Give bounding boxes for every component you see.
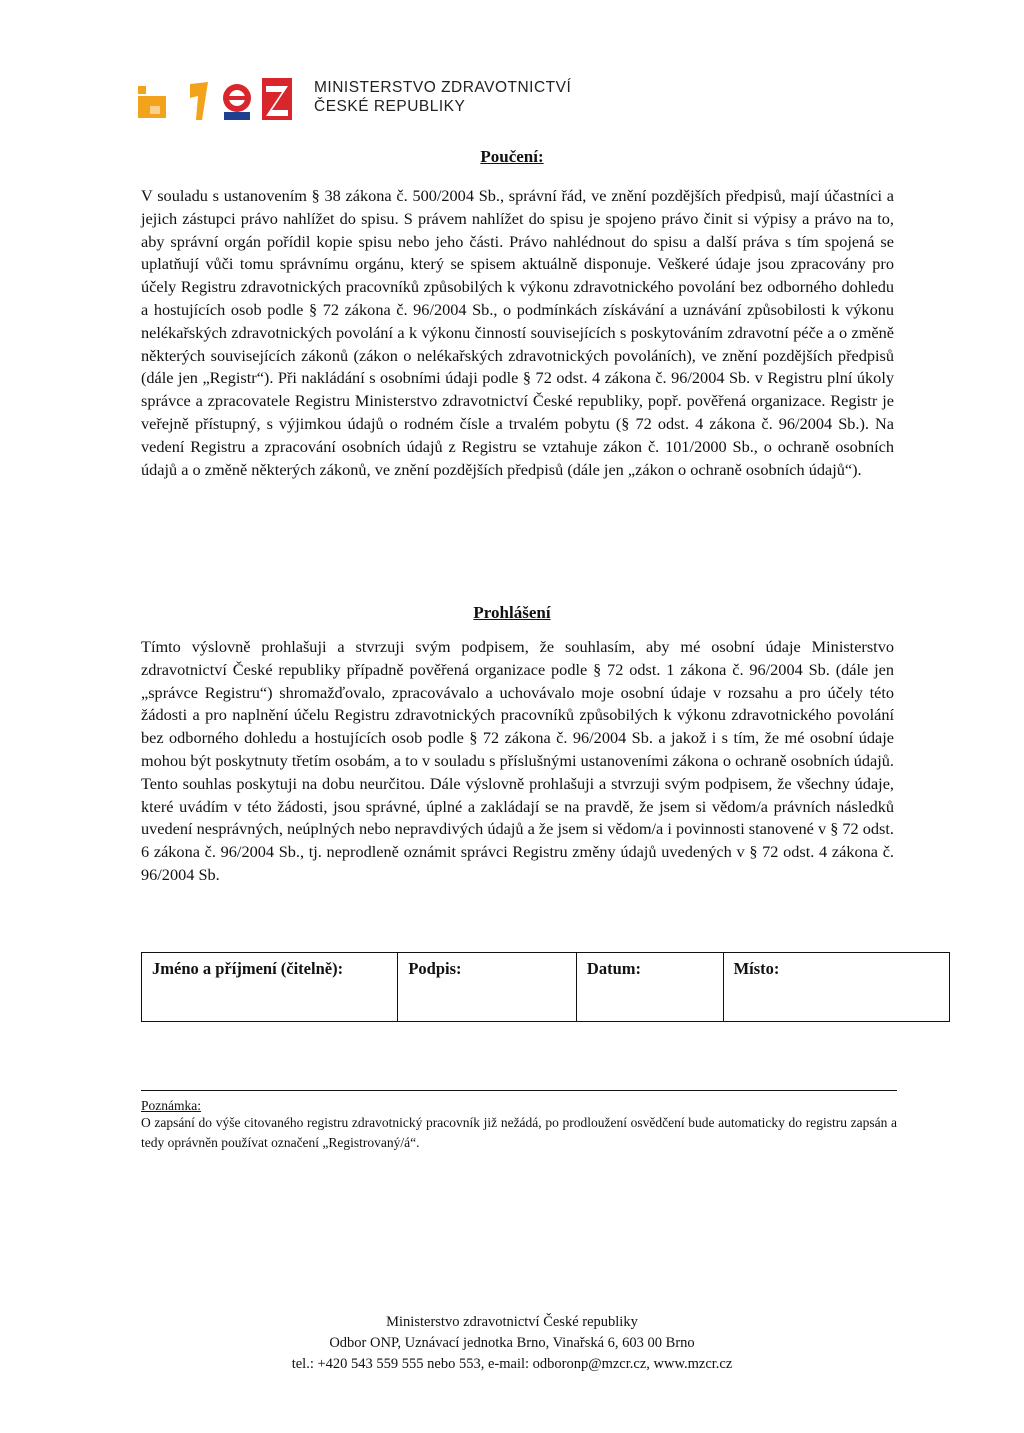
note-heading: Poznámka: [141,1098,201,1113]
header [138,72,738,120]
footer-line-1: Ministerstvo zdravotnictví České republiky [386,1314,638,1330]
prohlaseni-text: Tímto výslovně prohlašuji a stvrzuji svým podpisem, že souhlasím, aby mé osobní údaje Ministerstvo zdravotnictví České republiky případně pověřená organizace podle § 72 odst. 1 zákona č. 96/2004 Sb. (dále jen „správce Registru“) shromažďovalo, zpracovávalo a uchovávalo moje osobní údaje v rozsahu a pro účely této žádosti a pro naplnění účelu Registru zdravotnických pracovníků způsobilých k výkonu zdravotnického povolání bez odborného dohledu a hostujících osob podle § 72 zákona č. 96/2004 Sb. a jakož i s tím, že mé osobní údaje mohou být poskytnuty třetím osobám, a to v souladu s příslušnými ustanoveními zákona o ochraně osobních údajů. Tento souhlas poskytuji na dobu neurčitou. Dále výslovně prohlašuji a stvrzuji svým podpisem, že všechny údaje, které uvádím v této žádosti, jsou správné, úplné a zakládají se na pravdě, že jsem si vědom/a právních následků uvedení nesprávných, neúplných nebo nepravdivých údajů a že jsem si vědom/a i povinnosti stanovené v § 72 odst. 6 zákona č. 96/2004 Sb., tj. neprodleně oznámit správci Registru změny údajů uvedených v § 72 odst. 4 zákona č. 96/2004 Sb. [141,637,894,884]
signature-field[interactable] [398,953,577,1021]
note-divider [141,1090,897,1091]
place-field[interactable] [724,953,949,1021]
signature-table [141,952,950,1022]
prohlaseni-title: Prohlášení [473,603,551,622]
note-text: O zapsání do výše citovaného registru zdravotnický pracovník již nežádá, po prodloužení osvědčení bude automaticky do registru zapsán a tedy oprávněn používat označení „Registrovaný/á“. [141,1115,897,1150]
name-label: Jméno a příjmení (čitelně): [152,959,344,978]
name-field[interactable] [142,953,398,1021]
pouceni-title: Poučení: [480,147,544,166]
ministry-name-line1: MINISTERSTVO ZDRAVOTNICTVÍ [314,79,572,96]
pouceni-text: V souladu s ustanovením § 38 zákona č. 500/2004 Sb., správní řád, ve znění pozdějších předpisů, mají účastníci a jejich zástupci právo nahlížet do spisu. S právem nahlížet do spisu je spojeno právo činit si výpisy a právo na to, aby správní orgán pořídil kopie spisu nebo jeho části. Právo nahlédnout do spisu a další práva s tím spojená se uplatňují vůči tomu správnímu orgánu, který se spisem aktuálně disponuje. Veškeré údaje jsou zpracovány pro účely Registru zdravotnických pracovníků způsobilých k výkonu zdravotnického povolání bez odborného dohledu a hostujících osob podle § 72 zákona č. 96/2004 Sb., o podmínkách získávání a uznávání způsobilosti k výkonu nelékařských zdravotnických povolání a k výkonu činností souvisejících s poskytováním zdravotní péče a o změně některých souvisejících zákonů (zákon o nelékařských zdravotnických povoláních), ve znění pozdějších předpisů (dále jen „Registr“). Při nakládání s osobními údaji podle § 72 odst. 4 zákona č. 96/2004 Sb. v Registru plní úkoly správce a zpracovatele Registru Ministerstvo zdravotnictví České republiky, popř. pověřená organizace. Registr je veřejně přístupný, s výjimkou údajů o rodném čísle a trvalém pobytu (§ 72 odst. 4 zákona č. 96/2004 Sb.). Na vedení Registru a zpracování osobních údajů z Registru se vztahuje zákon č. 101/2000 Sb., o ochraně osobních údajů a o změně některých zákonů, ve znění pozdějších předpisů (dále jen „zákon o ochraně osobních údajů“). [141,186,894,479]
date-label: Datum: [586,959,641,978]
ministry-logo [138,76,294,120]
footer-line-2: Odbor ONP, Uznávací jednotka Brno, Vinařská 6, 603 00 Brno [329,1335,695,1351]
ministry-name-line2: ČESKÉ REPUBLIKY [314,98,466,115]
signature-label: Podpis: [408,959,462,978]
footer-line-3: tel.: +420 543 559 555 nebo 553, e-mail: odboronp@mzcr.cz, www.mzcr.cz [291,1356,733,1372]
ministry-name [314,78,571,116]
date-field[interactable] [577,953,724,1021]
place-label: Místo: [733,959,780,978]
